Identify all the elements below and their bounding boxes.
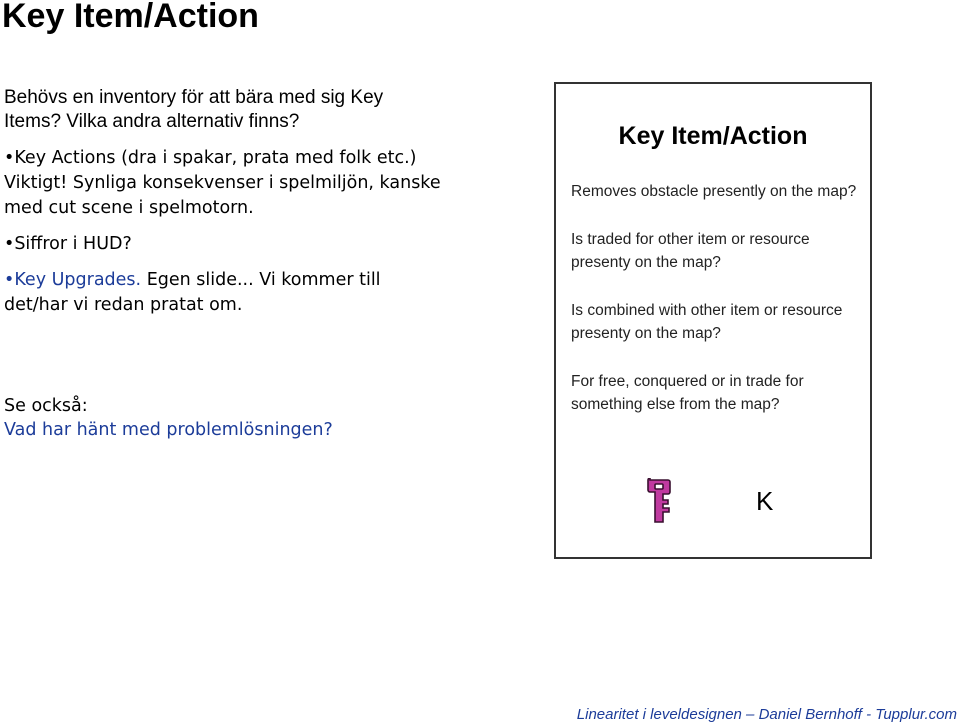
key-letter: K xyxy=(756,486,774,516)
see-also xyxy=(4,394,333,442)
card-question: For free, conquered or in trade for something else from the map? xyxy=(571,373,804,413)
key-upgrades-rest: Egen slide... Vi kommer till det/har vi redan pratat om. xyxy=(4,270,381,315)
card-question-list xyxy=(571,180,861,441)
bullet-hud-numbers: •Siffror i HUD? xyxy=(4,234,132,254)
key-upgrades-link[interactable]: •Key Upgrades. xyxy=(4,270,142,290)
intro-text: Behövs en inventory för att bära med sig Key Items? Vilka andra alternativ finns? xyxy=(4,87,384,132)
card-question: Is combined with other item or resource presenty on the map? xyxy=(571,302,843,342)
slide-title: Key Item/Action xyxy=(2,0,259,35)
see-also-label: Se också: xyxy=(4,396,88,416)
key-icon xyxy=(646,478,672,526)
card-question: Removes obstacle presently on the map? xyxy=(571,183,857,200)
bullet-list xyxy=(4,146,444,329)
footer-credit: Linearitet i leveldesignen – Daniel Bernhoff - Tupplur.com xyxy=(576,706,957,723)
card-title: Key Item/Action xyxy=(618,122,808,150)
bullet-key-upgrades xyxy=(4,268,444,318)
key-item-card xyxy=(554,82,872,559)
bullet-key-actions: •Key Actions (dra i spakar, prata med folk etc.) Viktigt! Synliga konsekvenser i spelmiljön, kanske med cut scene i spelmotorn. xyxy=(4,148,441,218)
problem-solving-link[interactable]: Vad har hänt med problemlösningen? xyxy=(4,420,333,440)
card-question: Is traded for other item or resource presenty on the map? xyxy=(571,231,810,271)
